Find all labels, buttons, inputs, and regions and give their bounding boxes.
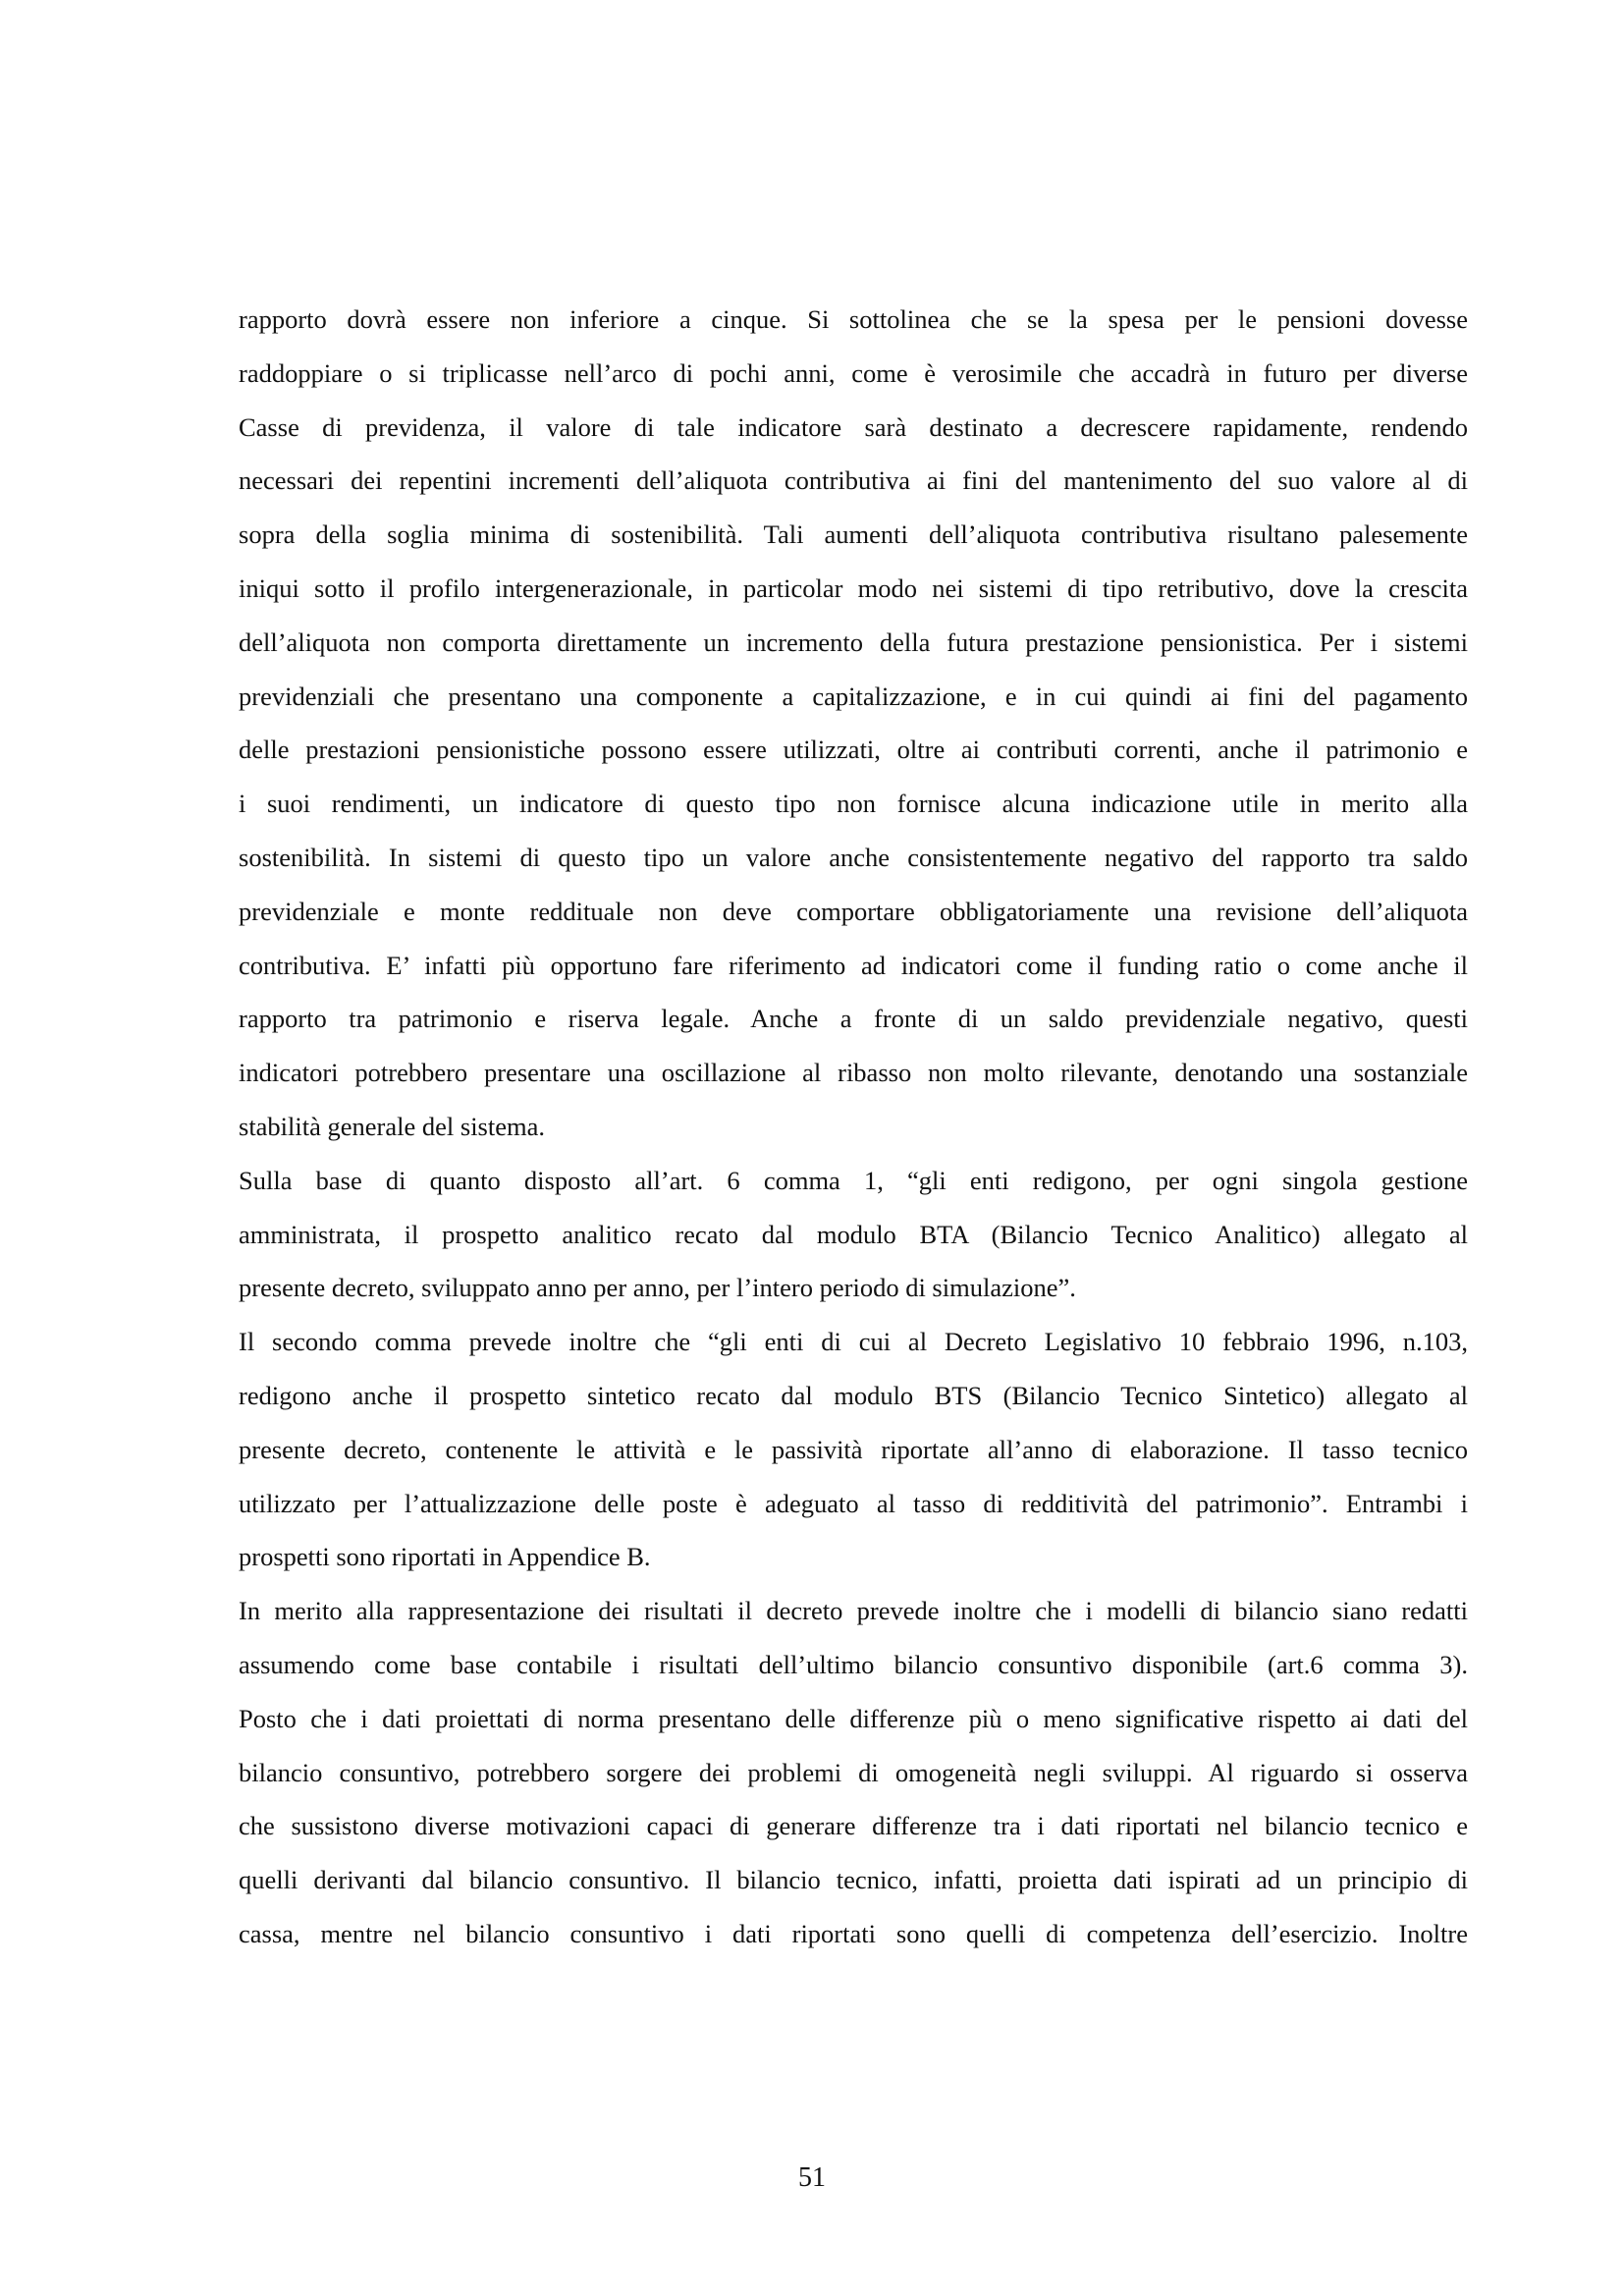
page-number: 51 xyxy=(798,2162,826,2193)
text-line: quelli derivanti dal bilancio consuntivo. Il bilancio tecnico, infatti, proietta dati ispirati ad un principio di xyxy=(239,1865,1468,1895)
text-line: necessari dei repentini incrementi dell’aliquota contributiva ai fini del mantenimento del suo valore al di xyxy=(239,465,1468,496)
text-line: delle prestazioni pensionistiche possono essere utilizzati, oltre ai contributi correnti, anche il patrimonio e xyxy=(239,735,1468,765)
paragraph-sustainability-indicator xyxy=(239,293,1468,1154)
text-line: cassa, mentre nel bilancio consuntivo i dati riportati sono quelli di competenza dell’esercizio. Inoltre xyxy=(239,1918,1468,1948)
text-line: redigono anche il prospetto sintetico recato dal modulo BTS (Bilancio Tecnico Sintetico) allegato al xyxy=(239,1380,1468,1410)
text-line: Sulla base di quanto disposto all’art. 6 comma 1, “gli enti redigono, per ogni singola gestione xyxy=(239,1165,1468,1195)
text-line: sostenibilità. In sistemi di questo tipo un valore anche consistentemente negativo del rapporto tra saldo xyxy=(239,842,1468,872)
text-line: che sussistono diverse motivazioni capaci di generare differenze tra i dati riportati nel bilancio tecnico e xyxy=(239,1811,1468,1841)
paragraph-article-6-comma-1 xyxy=(239,1154,1468,1315)
text-line: previdenziale e monte reddituale non deve comportare obbligatoriamente una revisione dell’aliquota xyxy=(239,896,1468,926)
text-line: In merito alla rappresentazione dei risultati il decreto prevede inoltre che i modelli di bilancio siano redatti xyxy=(239,1596,1468,1626)
text-line: sopra della soglia minima di sostenibilità. Tali aumenti dell’aliquota contributiva risultano palesemente xyxy=(239,519,1468,550)
text-line: rapporto tra patrimonio e riserva legale. Anche a fronte di un saldo previdenziale negativo, questi xyxy=(239,1004,1468,1034)
body-text xyxy=(239,293,1468,1961)
text-line: raddoppiare o si triplicasse nell’arco di pochi anni, come è verosimile che accadrà in futuro per diverse xyxy=(239,357,1468,388)
text-line: presente decreto, contenente le attività e le passività riportate all’anno di elaborazione. Il tasso tecnico xyxy=(239,1434,1468,1464)
text-line: rapporto dovrà essere non inferiore a cinque. Si sottolinea che se la spesa per le pensioni dovesse xyxy=(239,304,1468,334)
text-line: utilizzato per l’attualizzazione delle poste è adeguato al tasso di redditività del patrimonio”. Entrambi i xyxy=(239,1488,1468,1518)
text-line: presente decreto, sviluppato anno per anno, per l’intero periodo di simulazione”. xyxy=(239,1273,1076,1303)
text-line: previdenziali che presentano una componente a capitalizzazione, e in cui quindi ai fini del pagamento xyxy=(239,681,1468,711)
text-line: prospetti sono riportati in Appendice B. xyxy=(239,1542,651,1572)
text-line: amministrata, il prospetto analitico recato dal modulo BTA (Bilancio Tecnico Analitico) allegato al xyxy=(239,1219,1468,1249)
paragraph-secondo-comma xyxy=(239,1315,1468,1584)
text-line: assumendo come base contabile i risultati dell’ultimo bilancio consuntivo disponibile (art.6 comma 3). xyxy=(239,1649,1468,1679)
text-line: i suoi rendimenti, un indicatore di questo tipo non fornisce alcuna indicazione utile in merito alla xyxy=(239,789,1468,819)
text-line: iniqui sotto il profilo intergenerazionale, in particolar modo nei sistemi di tipo retributivo, dove la crescita xyxy=(239,573,1468,603)
text-line: Il secondo comma prevede inoltre che “gli enti di cui al Decreto Legislativo 10 febbraio 1996, n.103, xyxy=(239,1327,1468,1357)
text-line: Casse di previdenza, il valore di tale indicatore sarà destinato a decrescere rapidamente, rendendo xyxy=(239,411,1468,442)
text-line: dell’aliquota non comporta direttamente un incremento della futura prestazione pensionistica. Per i sistemi xyxy=(239,627,1468,657)
text-line: bilancio consuntivo, potrebbero sorgere dei problemi di omogeneità negli sviluppi. Al riguardo si osserva xyxy=(239,1757,1468,1787)
paragraph-rappresentazione-risultati xyxy=(239,1584,1468,1961)
text-line: Posto che i dati proiettati di norma presentano delle differenze più o meno significative rispetto ai dati del xyxy=(239,1703,1468,1733)
text-line: contributiva. E’ infatti più opportuno fare riferimento ad indicatori come il funding ratio o come anche il xyxy=(239,950,1468,980)
text-line: indicatori potrebbero presentare una oscillazione al ribasso non molto rilevante, denotando una sostanziale xyxy=(239,1058,1468,1088)
text-line: stabilità generale del sistema. xyxy=(239,1111,545,1141)
